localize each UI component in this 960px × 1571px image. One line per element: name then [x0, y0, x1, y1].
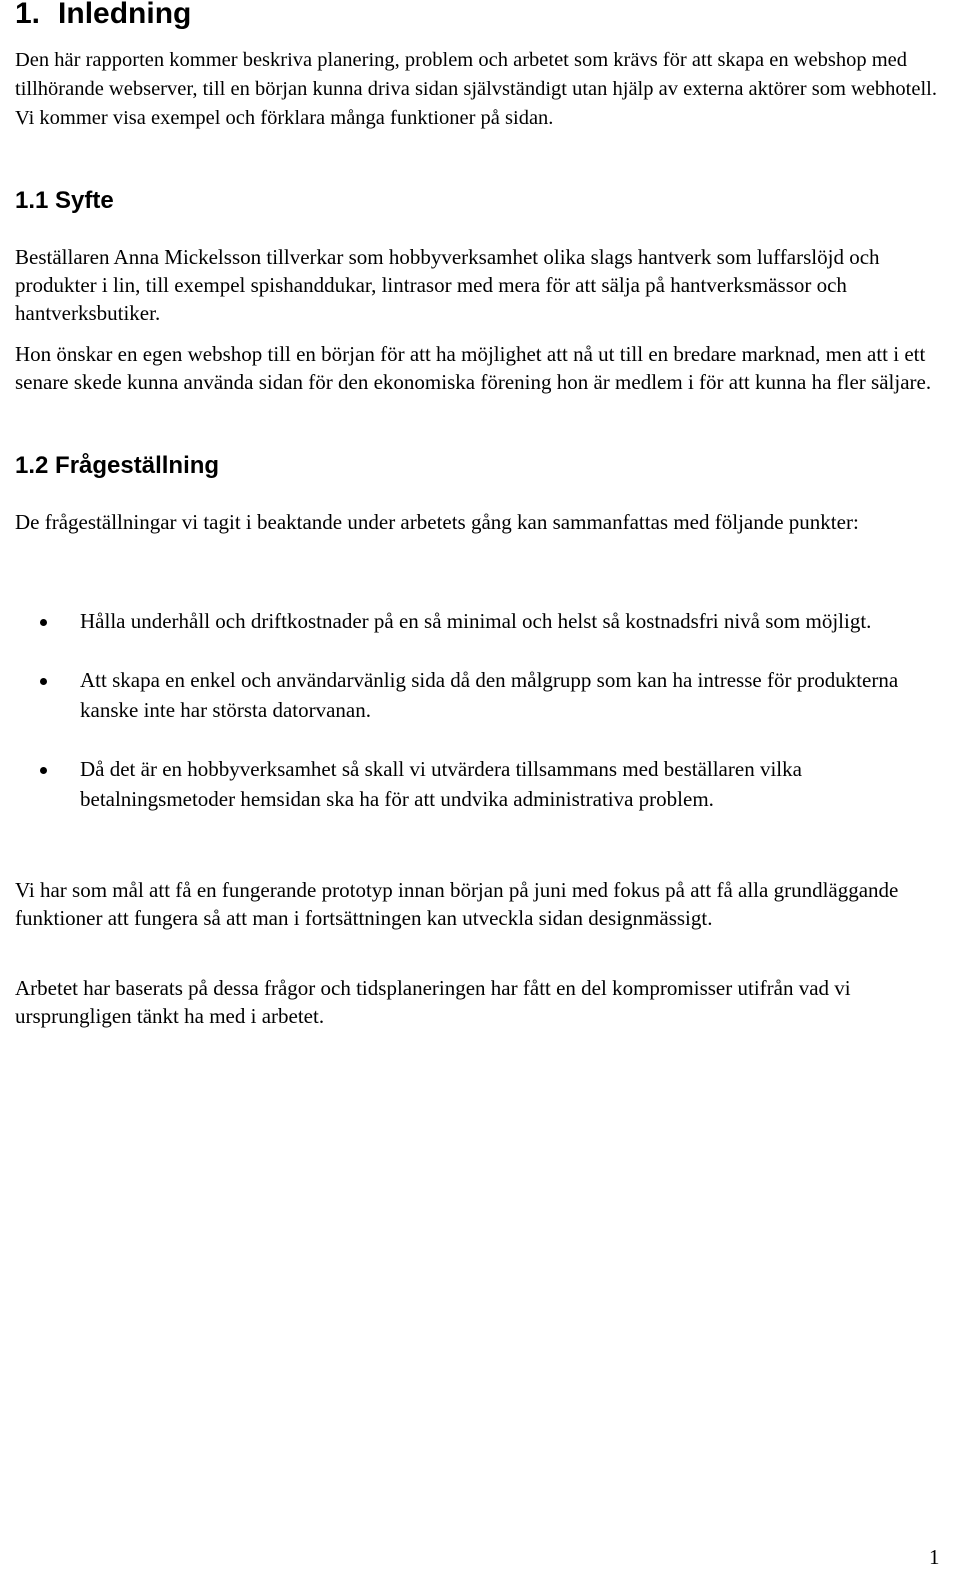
list-item: [15, 606, 960, 636]
syfte-paragraph-1: Beställaren Anna Mickelsson tillverkar som hobbyverksamhet olika slags hantverk som luffarslöjd och produkter i lin, till exempel spishanddukar, lintrasor med mera för att sälja på hantverksmässor och hantverksbutiker.: [15, 245, 880, 325]
list-item-text: Att skapa en enkel och användarvänlig sida då den målgrupp som kan ha intresse för produkterna kanske inte har största datorvanan.: [80, 668, 899, 722]
intro-paragraph: Den här rapporten kommer beskriva planering, problem och arbetet som krävs för att skapa en webshop med tillhörande webserver, till en början kunna driva sidan självständigt utan hjälp av externa aktörer som webhotell. Vi kommer visa exempel och förklara många funktioner på sidan.: [15, 49, 937, 129]
chapter-number: 1.: [15, 0, 41, 30]
question-list: [15, 606, 960, 843]
list-item: [15, 665, 960, 725]
list-item: [15, 754, 960, 814]
page-number: 1: [929, 1545, 940, 1569]
goal-paragraph: Vi har som mål att få en fungerande prototyp innan början på juni med fokus på att få alla grundläggande funktioner att fungera så att man i fortsättningen kan utveckla sidan designmässigt.: [15, 878, 899, 930]
section-heading-fragestallning: 1.2 Frågeställning: [15, 452, 220, 479]
syfte-paragraph-2: Hon önskar en egen webshop till en början för att ha möjlighet att nå ut till en bredare marknad, men att i ett senare skede kunna använda sidan för den ekonomiska förening hon är medlem i för att kunna ha fler säljare.: [15, 342, 932, 394]
fragestallning-lead: De frågeställningar vi tagit i beaktande under arbetets gång kan sammanfattas med följande punkter:: [15, 510, 859, 534]
basis-paragraph: Arbetet har baserats på dessa frågor och tidsplaneringen har fått en del kompromisser utifrån vad vi ursprungligen tänkt ha med i arbetet.: [15, 976, 851, 1028]
chapter-heading: [15, 0, 191, 32]
chapter-title: Inledning: [58, 0, 192, 30]
section-heading-syfte: 1.1 Syfte: [15, 187, 114, 214]
list-item-text: Hålla underhåll och driftkostnader på en så minimal och helst så kostnadsfri nivå som möjligt.: [80, 609, 872, 633]
bullet-icon: [40, 619, 47, 626]
bullet-icon: [40, 678, 47, 685]
list-item-text: Då det är en hobbyverksamhet så skall vi utvärdera tillsammans med beställaren vilka betalningsmetoder hemsidan ska ha för att undvika administrativa problem.: [80, 757, 802, 811]
bullet-icon: [40, 767, 47, 774]
